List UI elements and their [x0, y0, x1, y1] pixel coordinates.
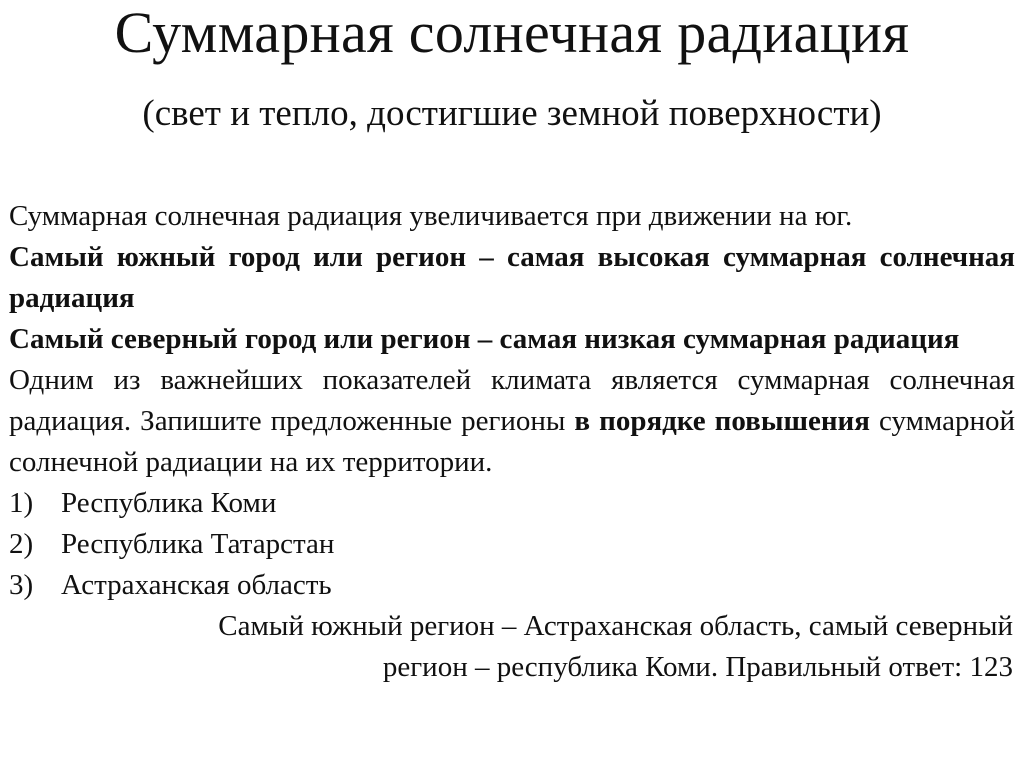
slide-body	[9, 196, 1015, 688]
answer-line-1: Самый южный регион – Астраханская область, самый северный	[218, 610, 1013, 642]
task-emphasis: в порядке повышения	[574, 405, 870, 437]
list-item	[9, 483, 1015, 524]
south-rule: Самый южный город или регион – самая высокая суммарная солнечная радиация	[9, 241, 1015, 314]
list-item-number: 3)	[9, 569, 34, 601]
list-item-number: 2)	[9, 528, 34, 560]
region-list	[9, 483, 1015, 606]
task-statement	[9, 360, 1015, 483]
answer-block	[9, 606, 1015, 688]
list-item	[9, 524, 1015, 565]
slide-subtitle: (свет и тепло, достигшие земной поверхности)	[142, 93, 882, 134]
answer-line-2: регион – республика Коми. Правильный ответ: 123	[382, 651, 1013, 683]
slide-title: Суммарная солнечная радиация	[114, 0, 910, 65]
north-rule: Самый северный город или регион – самая низкая суммарная радиация	[9, 323, 960, 355]
list-item-text: Астраханская область	[61, 569, 332, 601]
task-text-after: суммарной солнечной радиации на их территории.	[9, 405, 1016, 478]
list-item-text: Республика Коми	[61, 487, 277, 519]
list-item-text: Республика Татарстан	[61, 528, 335, 560]
list-item	[9, 565, 1015, 606]
list-item-number: 1)	[9, 487, 34, 519]
intro-statement: Суммарная солнечная радиация увеличивается при движении на юг.	[9, 200, 853, 232]
task-text-before: Одним из важнейших показателей климата является суммарная солнечная радиация. Запишите предложенные регионы	[9, 364, 1015, 437]
